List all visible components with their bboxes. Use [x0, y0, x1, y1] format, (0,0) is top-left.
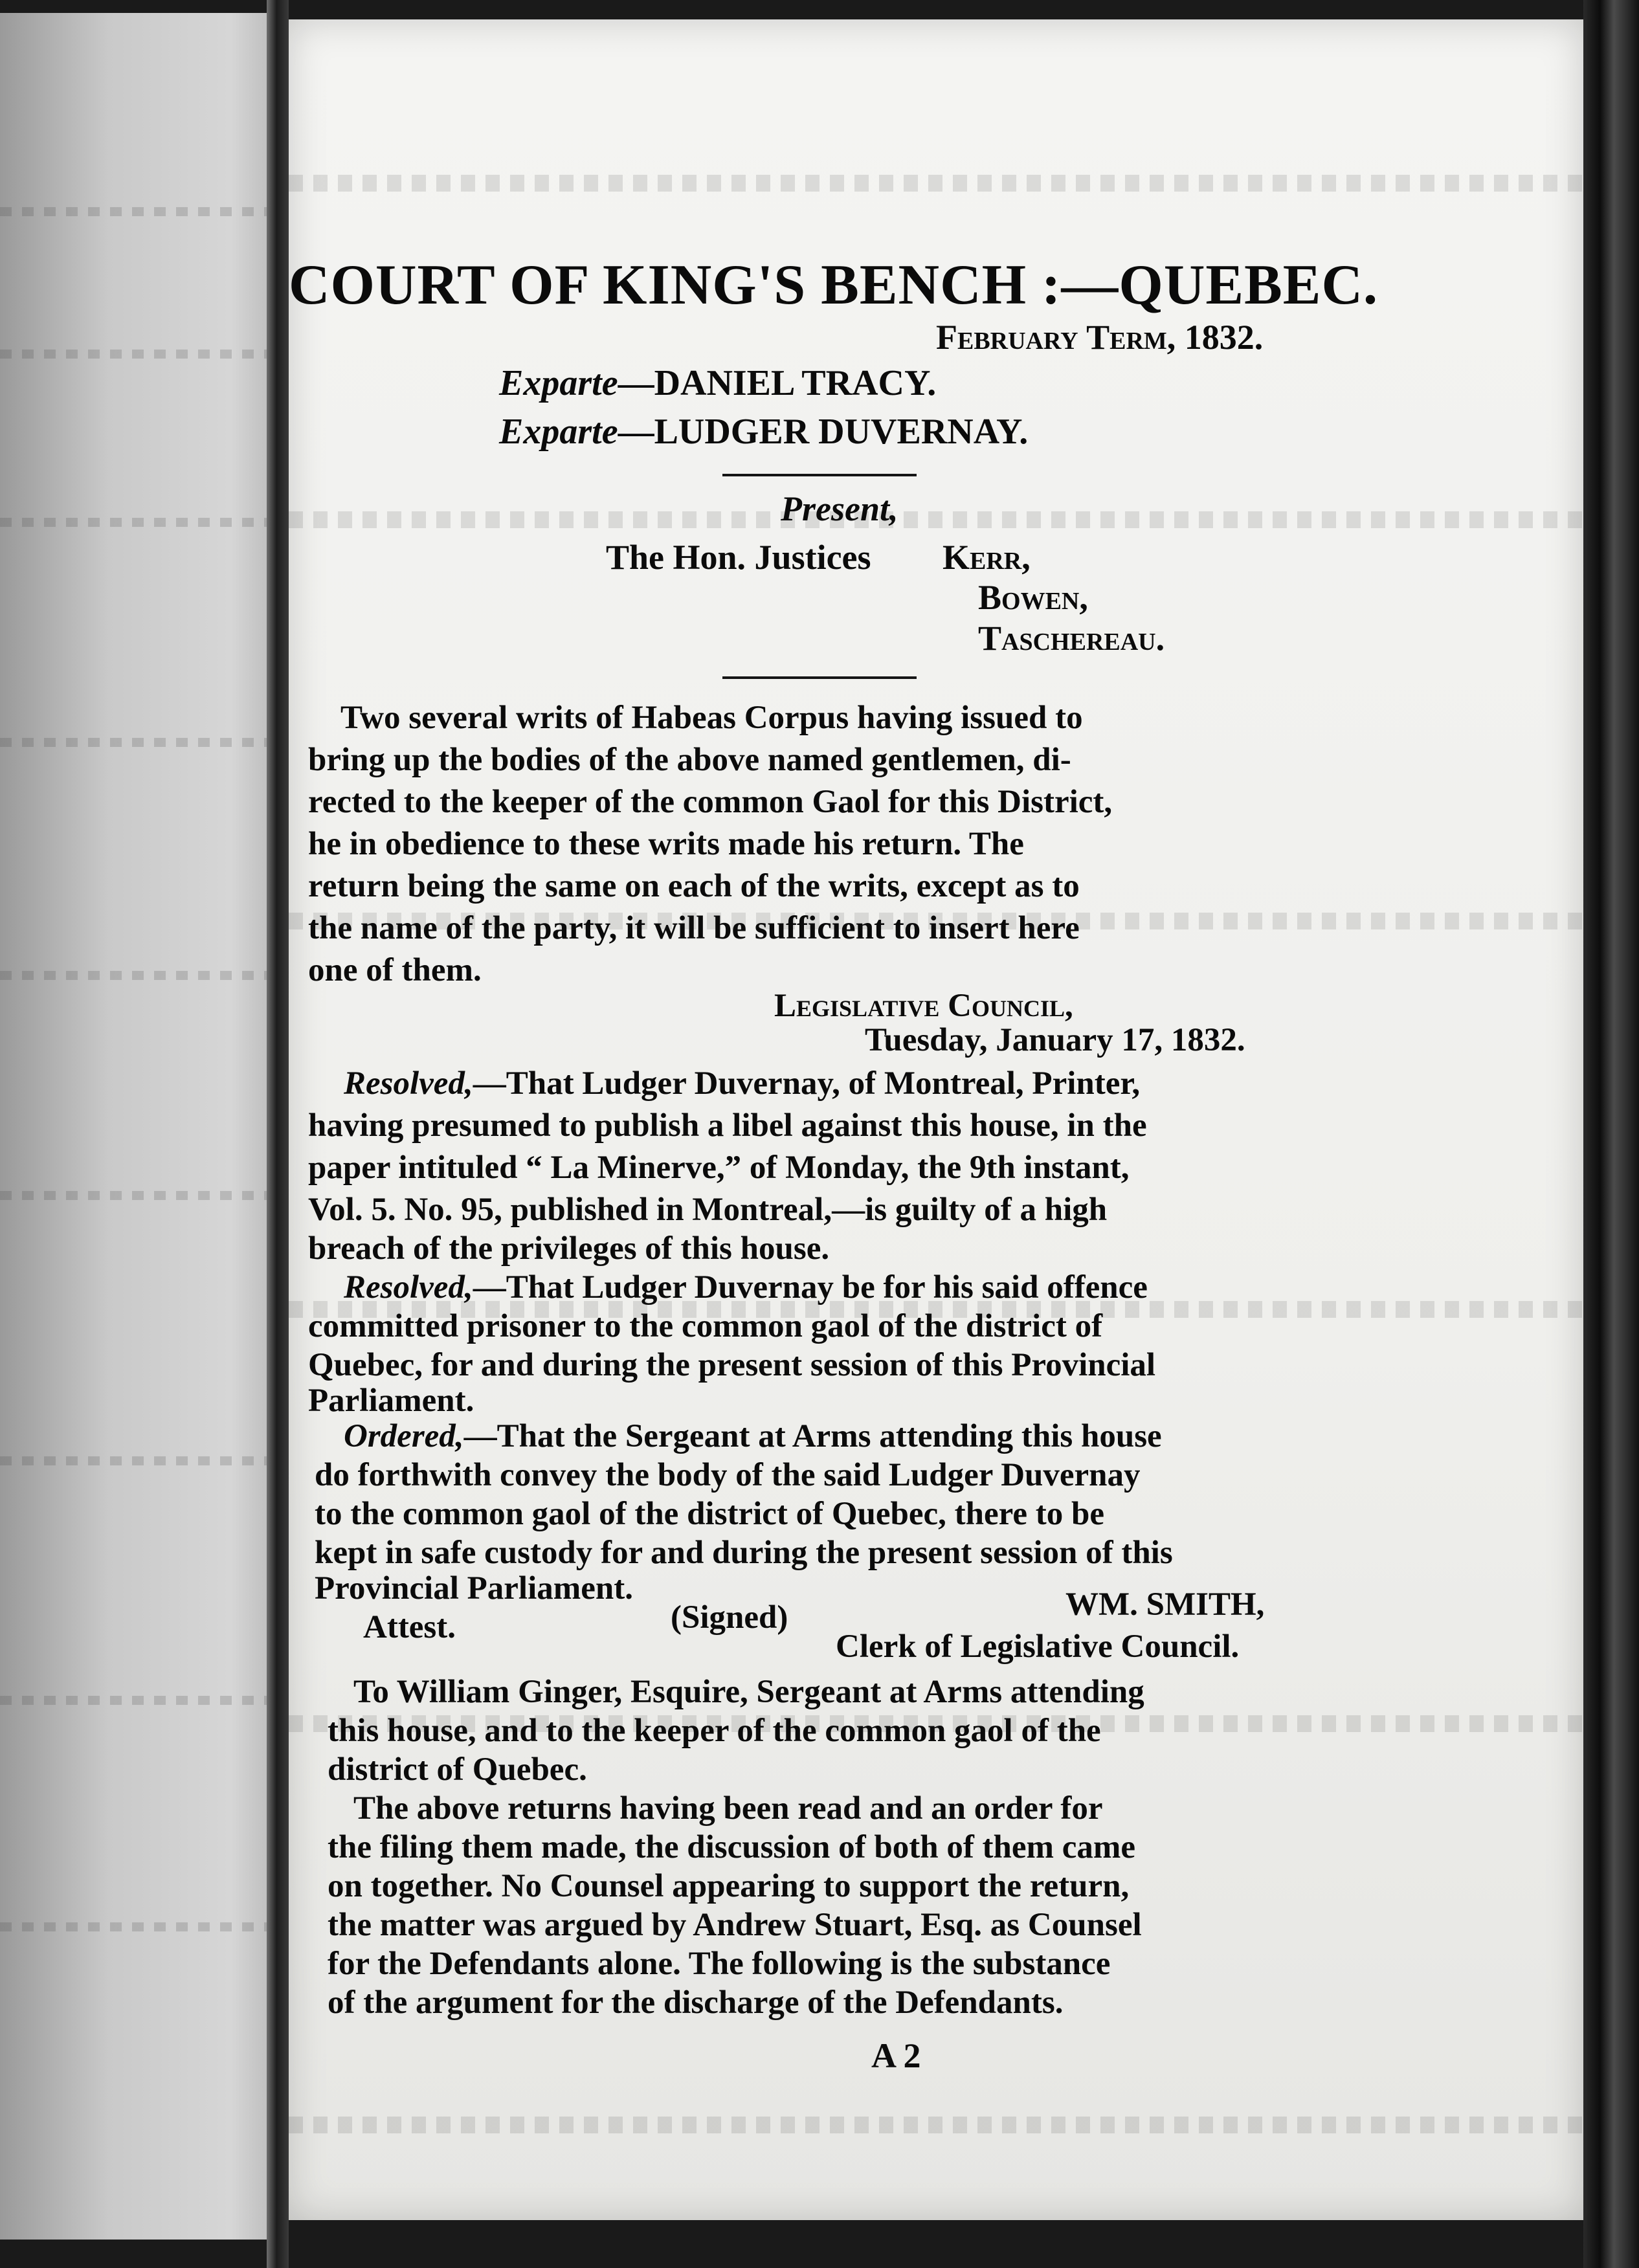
case-prefix: Exparte — [499, 363, 618, 403]
text-line: —That the Sergeant at Arms attending this house — [463, 1418, 1162, 1454]
text-line: Two several writs of Habeas Corpus having issued to — [340, 700, 1083, 736]
text-line: this house, and to the keeper of the common gaol of the — [328, 1713, 1101, 1749]
text-line: one of them. — [308, 952, 482, 988]
document-page — [289, 19, 1583, 2220]
resolution-label: Resolved, — [344, 1269, 473, 1306]
text-line: for the Defendants alone. The following is the substance — [328, 1946, 1111, 1982]
council-date: Tuesday, January 17, 1832. — [865, 1022, 1245, 1058]
page-title: COURT OF KING'S BENCH :—QUEBEC. — [289, 254, 1379, 317]
order-label: Ordered, — [344, 1418, 464, 1454]
case-prefix: Exparte — [499, 412, 618, 452]
text-line: Parliament. — [308, 1383, 474, 1419]
text-line: he in obedience to these writs made his return. The — [308, 826, 1024, 862]
text-line: district of Quebec. — [328, 1751, 587, 1788]
text-line: the matter was argued by Andrew Stuart, Esq. as Counsel — [328, 1907, 1142, 1943]
text-line: Vol. 5. No. 95, published in Montreal,—is guilty of a high — [308, 1192, 1108, 1228]
text-line: the filing them made, the discussion of both of them came — [328, 1829, 1136, 1865]
divider — [722, 676, 917, 679]
signatory-name: WM. SMITH, — [1065, 1586, 1265, 1623]
text-line — [344, 1418, 1162, 1455]
case-name: —DANIEL TRACY. — [618, 363, 937, 403]
text-line: return being the same on each of the writs, except as to — [308, 868, 1080, 904]
council-heading: Legislative Council, — [774, 988, 1073, 1024]
text-line — [344, 1065, 1140, 1102]
text-line: having presumed to publish a libel against this house, in the — [308, 1107, 1147, 1144]
text-line: Quebec, for and during the present session of this Provincial — [308, 1347, 1156, 1383]
resolution-label: Resolved, — [344, 1065, 473, 1102]
justices-intro: The Hon. Justices — [606, 538, 871, 577]
signatory-office: Clerk of Legislative Council. — [836, 1629, 1240, 1665]
divider — [722, 474, 917, 476]
text-line: do forthwith convey the body of the said Ludger Duvernay — [315, 1457, 1141, 1493]
signed-label: (Signed) — [671, 1599, 788, 1636]
justice-name: Bowen, — [978, 578, 1088, 617]
text-line: committed prisoner to the common gaol of the district of — [308, 1308, 1103, 1344]
facing-page — [0, 13, 272, 2240]
signature-mark: A 2 — [871, 2036, 921, 2075]
present-heading: Present, — [781, 489, 898, 528]
book-edge — [1583, 0, 1639, 2268]
text-line: bring up the bodies of the above named gentlemen, di- — [308, 742, 1071, 778]
text-line: kept in safe custody for and during the present session of this — [315, 1535, 1173, 1571]
text-line: —That Ludger Duvernay be for his said offence — [473, 1269, 1148, 1306]
justice-name: Kerr, — [942, 538, 1031, 577]
case-name: —LUDGER DUVERNAY. — [618, 412, 1029, 452]
case-tracy — [499, 362, 936, 404]
attest-label: Attest. — [363, 1609, 456, 1645]
book-gutter — [267, 0, 289, 2268]
text-line: to the common gaol of the district of Quebec, there to be — [315, 1496, 1104, 1532]
text-line: Provincial Parliament. — [315, 1570, 633, 1606]
case-duvernay — [499, 411, 1028, 452]
text-line: rected to the keeper of the common Gaol for this District, — [308, 784, 1113, 820]
text-line: of the argument for the discharge of the Defendants. — [328, 1984, 1064, 2021]
text-line: paper intituled “ La Minerve,” of Monday, the 9th instant, — [308, 1150, 1130, 1186]
text-line: To William Ginger, Esquire, Sergeant at Arms attending — [353, 1674, 1144, 1710]
text-line: the name of the party, it will be sufficient to insert here — [308, 910, 1080, 946]
justice-name: Taschereau. — [978, 619, 1165, 658]
text-line: The above returns having been read and an order for — [353, 1790, 1103, 1827]
text-line — [344, 1269, 1148, 1306]
text-line: —That Ludger Duvernay, of Montreal, Printer, — [473, 1065, 1141, 1102]
term-date: February Term, 1832. — [936, 318, 1264, 357]
text-line: breach of the privileges of this house. — [308, 1230, 830, 1267]
text-line: on together. No Counsel appearing to support the return, — [328, 1868, 1130, 1904]
